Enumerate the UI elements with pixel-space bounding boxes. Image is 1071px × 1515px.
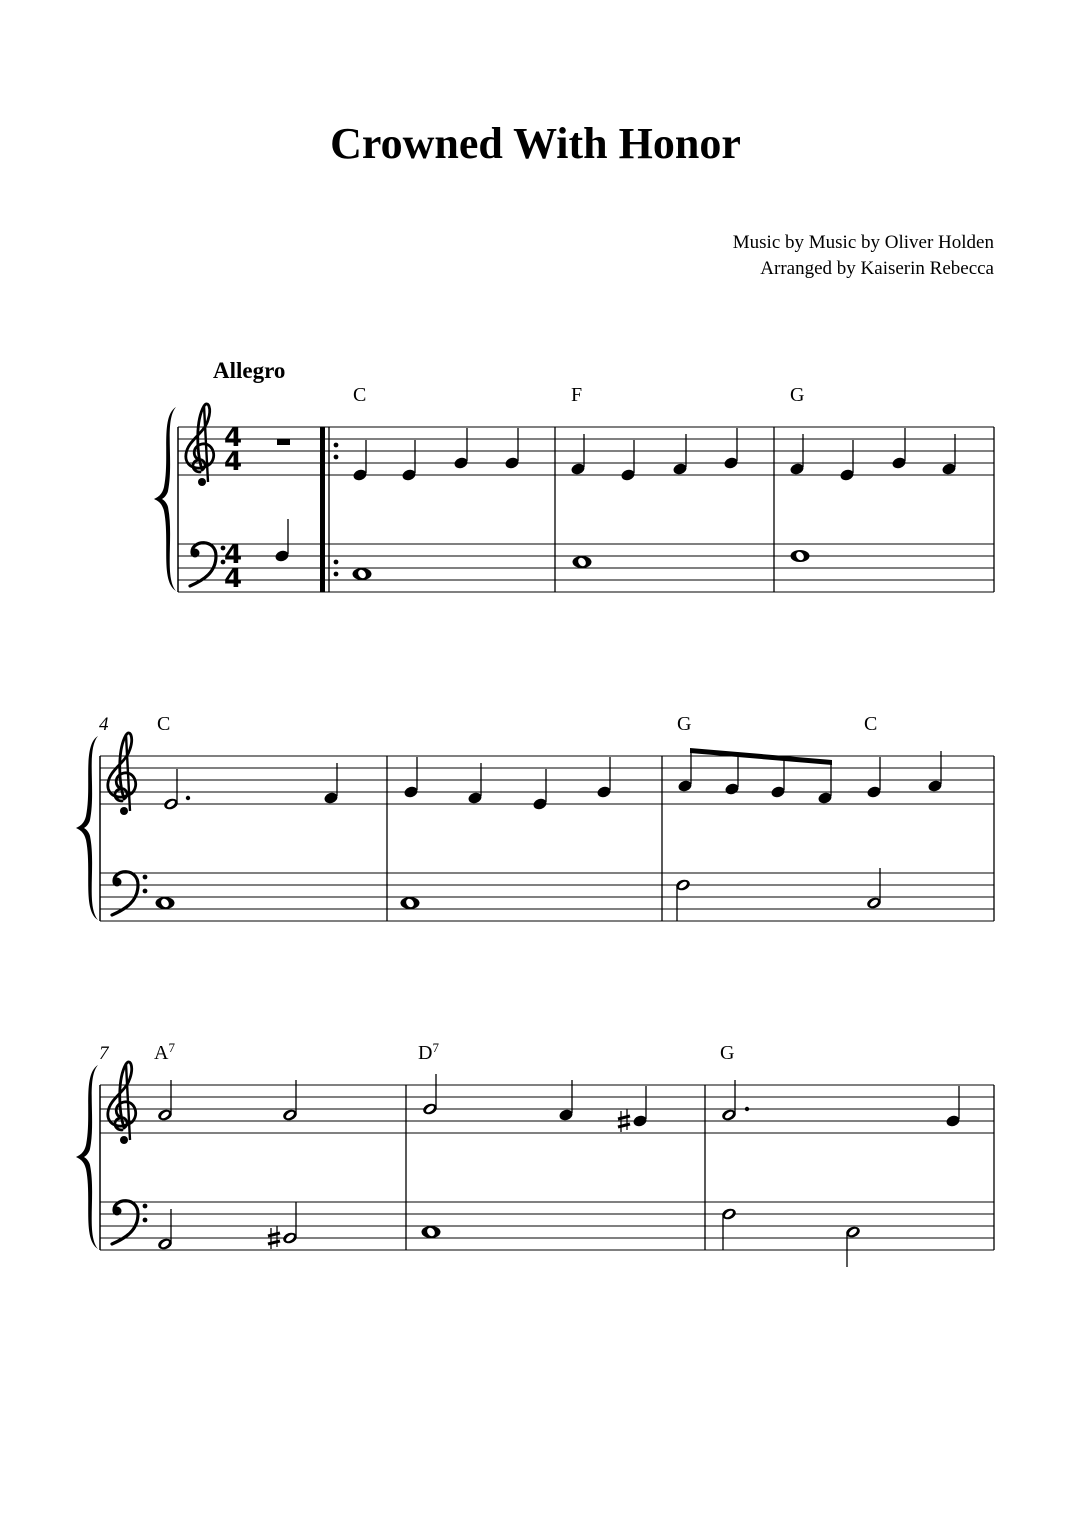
treble-notes bbox=[422, 1074, 648, 1132]
treble-notes bbox=[789, 428, 957, 482]
score-title: Crowned With Honor bbox=[330, 119, 741, 168]
bass-note bbox=[274, 519, 290, 563]
measure-number: 4 bbox=[99, 714, 109, 735]
brace-icon bbox=[154, 407, 176, 591]
chord-symbol: G bbox=[720, 1042, 735, 1064]
svg-text:4: 4 bbox=[224, 564, 243, 594]
whole-rest-icon bbox=[277, 439, 290, 445]
treble-notes bbox=[403, 757, 612, 811]
system-3 bbox=[76, 1040, 994, 1267]
treble-staff bbox=[178, 427, 994, 475]
chord-symbol: C bbox=[864, 713, 878, 735]
treble-clef-icon bbox=[108, 733, 136, 815]
chord-symbol: G bbox=[677, 713, 692, 735]
bass-staff bbox=[178, 544, 994, 592]
chord-symbol: G bbox=[790, 384, 805, 406]
treble-clef-icon bbox=[186, 404, 214, 486]
system-1 bbox=[154, 384, 994, 594]
composer-credit: Music by Music by Oliver Holden bbox=[732, 232, 994, 253]
brace-icon bbox=[76, 1065, 98, 1249]
chord-symbol: C bbox=[157, 713, 171, 735]
bass-note bbox=[422, 1226, 441, 1238]
bass-notes bbox=[675, 868, 883, 921]
arranger-credit: Arranged by Kaiserin Rebecca bbox=[760, 258, 994, 279]
bass-note bbox=[791, 550, 810, 562]
bass-staff bbox=[100, 1202, 994, 1250]
treble-clef-icon bbox=[108, 1062, 136, 1144]
svg-text:4: 4 bbox=[224, 447, 243, 477]
treble-notes bbox=[350, 428, 520, 482]
system-2 bbox=[76, 713, 994, 921]
time-signature bbox=[224, 423, 242, 594]
treble-staff bbox=[100, 1085, 994, 1133]
svg-text:4: 4 bbox=[224, 540, 243, 570]
treble-notes bbox=[157, 1080, 299, 1122]
repeat-barline bbox=[320, 427, 338, 592]
svg-text:4: 4 bbox=[224, 423, 243, 453]
bass-note bbox=[573, 556, 592, 568]
chord-symbol: C bbox=[353, 384, 367, 406]
measure-number: 7 bbox=[99, 1043, 109, 1064]
brace-icon bbox=[76, 736, 98, 920]
bass-staff bbox=[100, 873, 994, 921]
treble-notes bbox=[570, 428, 739, 482]
chord-symbol: $D^7$ bbox=[418, 1040, 439, 1064]
bass-note bbox=[353, 568, 372, 580]
chord-symbol: F bbox=[571, 384, 583, 406]
chord-symbol: $A^7$ bbox=[154, 1040, 175, 1064]
bass-note bbox=[156, 897, 175, 909]
tempo-marking: Allegro bbox=[213, 358, 286, 383]
bass-note bbox=[401, 897, 420, 909]
bass-notes bbox=[721, 1207, 862, 1267]
treble-staff bbox=[100, 756, 994, 804]
